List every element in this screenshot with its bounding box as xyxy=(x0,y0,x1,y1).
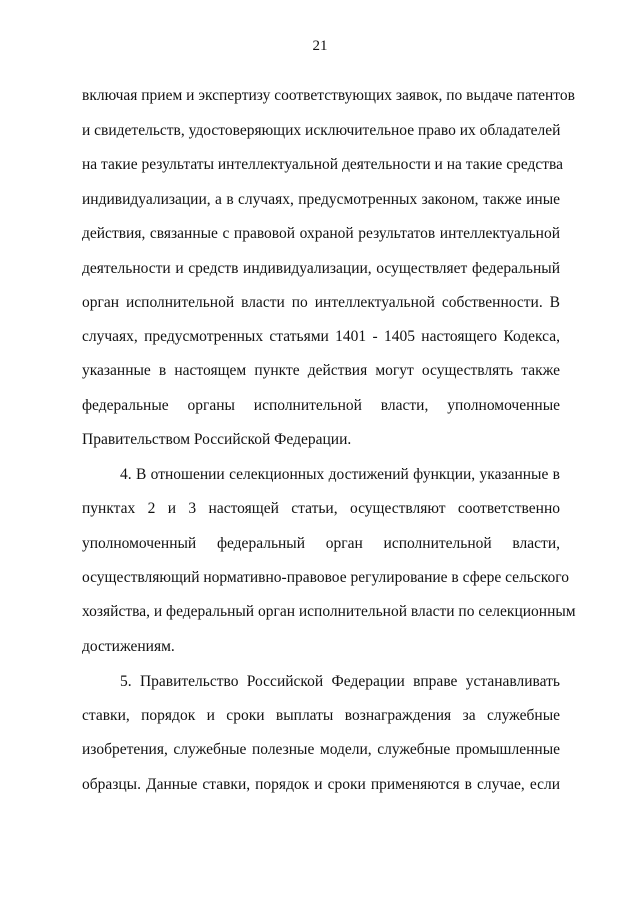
paragraph-line: уполномоченный федеральный орган исполнительной власти, xyxy=(82,535,560,552)
paragraph-line: орган исполнительной власти по интеллектуальной собственности. В xyxy=(82,294,560,311)
paragraph-line: на такие результаты интеллектуальной деятельности и на такие средства xyxy=(82,156,564,173)
paragraph-line: Правительством Российской Федерации. xyxy=(82,431,352,448)
paragraph-line: изобретения, служебные полезные модели, служебные промышленные xyxy=(82,741,560,758)
paragraph-line: 5. Правительство Российской Федерации вправе устанавливать xyxy=(120,673,560,690)
paragraph-line: и свидетельств, удостоверяющих исключительное право их обладателей xyxy=(82,122,561,139)
paragraph-line: осуществляющий нормативно-правовое регулирование в сфере сельского xyxy=(82,569,569,586)
paragraph-line: достижениям. xyxy=(82,638,175,655)
page-number: 21 xyxy=(312,38,328,54)
paragraph-line: деятельности и средств индивидуализации, осуществляет федеральный xyxy=(82,260,560,277)
paragraph-line: 4. В отношении селекционных достижений функции, указанные в xyxy=(120,466,560,483)
paragraph-line: включая прием и экспертизу соответствующих заявок, по выдаче патентов xyxy=(82,87,575,104)
paragraph-line: пунктах 2 и 3 настоящей статьи, осуществляют соответственно xyxy=(82,500,560,517)
paragraph-line: образцы. Данные ставки, порядок и сроки применяются в случае, если xyxy=(82,776,560,793)
paragraph-line: федеральные органы исполнительной власти, уполномоченные xyxy=(82,397,560,414)
paragraph-line: указанные в настоящем пункте действия могут осуществлять также xyxy=(82,362,560,379)
paragraph-line: индивидуализации, а в случаях, предусмотренных законом, также иные xyxy=(82,191,560,208)
paragraph-line: действия, связанные с правовой охраной результатов интеллектуальной xyxy=(82,225,560,242)
paragraph-line: ставки, порядок и сроки выплаты вознаграждения за служебные xyxy=(82,707,560,724)
paragraph-line: случаях, предусмотренных статьями 1401 - 1405 настоящего Кодекса, xyxy=(82,328,560,345)
paragraph-line: хозяйства, и федеральный орган исполнительной власти по селекционным xyxy=(82,603,576,620)
